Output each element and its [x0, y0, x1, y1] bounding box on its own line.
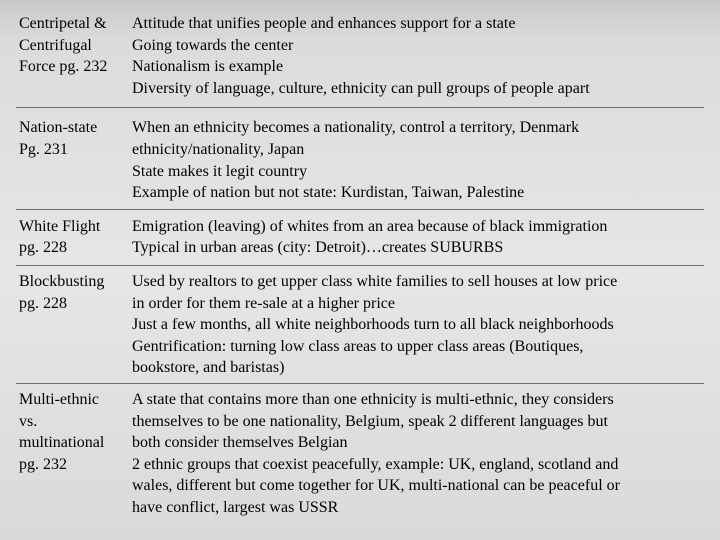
term-cell	[16, 383, 130, 518]
definition-line: bookstore, and baristas)	[132, 359, 285, 377]
term-line: Pg. 231	[19, 140, 68, 158]
definition-line: Just a few months, all white neighborhoods turn to all black neighborhoods	[132, 316, 614, 334]
term-line: pg. 228	[19, 239, 67, 257]
definition-cell	[130, 13, 704, 108]
definition-cell	[130, 209, 704, 265]
definition-line: Typical in urban areas (city: Detroit)…creates SUBURBS	[132, 239, 504, 257]
term-line: Centripetal &	[19, 15, 107, 32]
term-line: Force pg. 232	[19, 58, 108, 76]
table-row	[16, 383, 704, 518]
definition-line: wales, different but come together for UK, multi-national can be peaceful or	[132, 477, 620, 495]
definition-cell	[130, 265, 704, 383]
table-row	[16, 108, 704, 209]
definition-line: ethnicity/nationality, Japan	[132, 140, 305, 158]
definition-line: in order for them re-sale at a higher price	[132, 294, 395, 312]
definition-line: Emigration (leaving) of whites from an area because of black immigration	[132, 217, 608, 235]
term-line: vs.	[19, 412, 38, 430]
table-row	[16, 265, 704, 383]
term-line: White Flight	[19, 217, 101, 235]
term-line: Multi-ethnic	[19, 390, 99, 408]
definition-line: Example of nation but not state: Kurdistan, Taiwan, Palestine	[132, 184, 525, 202]
definition-cell	[130, 108, 704, 209]
definition-line: Diversity of language, culture, ethnicity can pull groups of people apart	[132, 79, 590, 97]
definition-line: Used by realtors to get upper class white families to sell houses at low price	[132, 272, 618, 290]
definition-line: both consider themselves Belgian	[132, 434, 348, 452]
term-line: Centrifugal	[19, 36, 92, 54]
definition-line: Attitude that unifies people and enhances support for a state	[132, 15, 516, 32]
vocabulary-table	[16, 13, 704, 518]
definition-line: themselves to be one nationality, Belgium, speak 2 different languages but	[132, 412, 608, 430]
term-line: Nation-state	[19, 119, 98, 137]
term-cell	[16, 13, 130, 108]
term-cell	[16, 209, 130, 265]
table-row	[16, 209, 704, 265]
term-line: pg. 228	[19, 294, 67, 312]
definition-line: Gentrification: turning low class areas to upper class areas (Boutiques,	[132, 337, 584, 355]
definition-line: 2 ethnic groups that coexist peacefully, example: UK, england, scotland and	[132, 455, 619, 473]
term-cell	[16, 265, 130, 383]
definition-line: have conflict, largest was USSR	[132, 498, 339, 516]
table-row	[16, 13, 704, 108]
definition-line: A state that contains more than one ethnicity is multi-ethnic, they considers	[132, 390, 614, 408]
term-cell	[16, 108, 130, 209]
definition-cell	[130, 383, 704, 518]
definition-line: Nationalism is example	[132, 58, 284, 76]
definition-line: Going towards the center	[132, 36, 294, 54]
term-line: pg. 232	[19, 455, 67, 473]
term-line: Blockbusting	[19, 272, 105, 290]
definition-line: When an ethnicity becomes a nationality, control a territory, Denmark	[132, 119, 580, 137]
definition-line: State makes it legit country	[132, 162, 308, 180]
term-line: multinational	[19, 434, 105, 452]
